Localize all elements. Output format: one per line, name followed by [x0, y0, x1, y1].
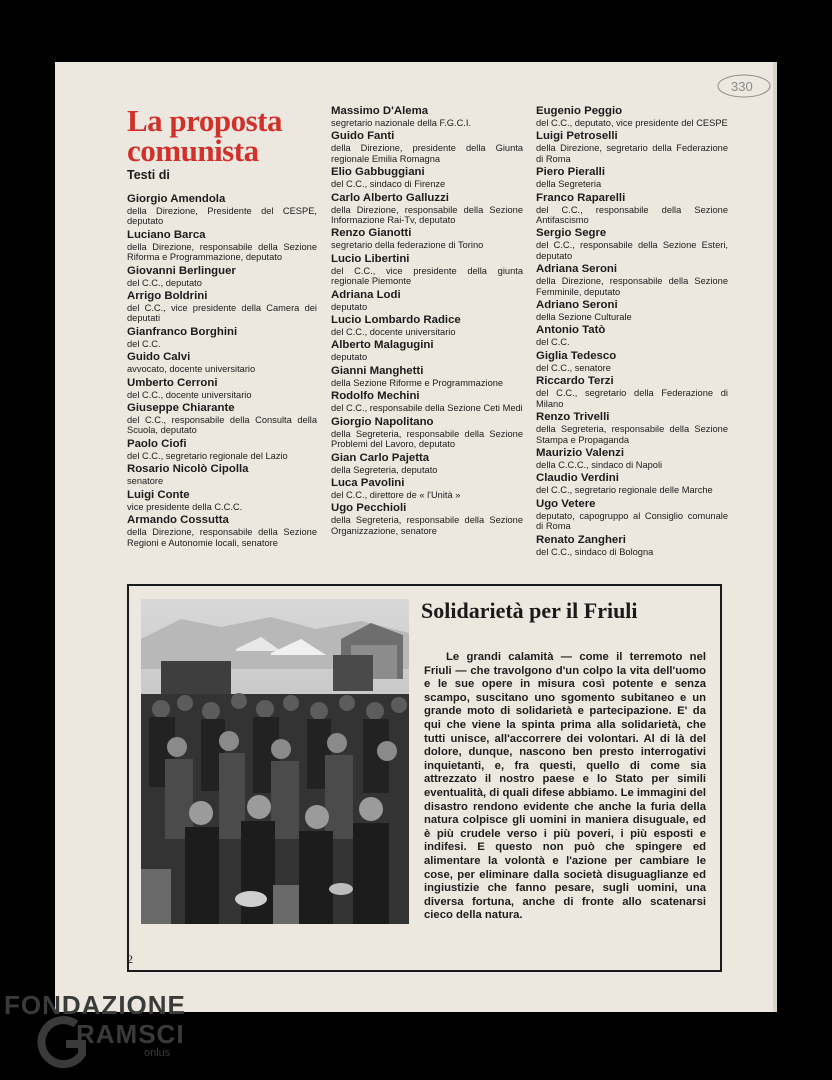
author-role: della Sezione Culturale [536, 312, 632, 323]
author-name: Lucio Lombardo Radice [331, 314, 461, 327]
author-name: Gian Carlo Pajetta [331, 451, 430, 464]
author-entry [331, 192, 523, 226]
author-entry [127, 377, 317, 400]
author-entry [536, 411, 728, 445]
author-name: Adriano Seroni [536, 299, 618, 312]
fondazione-gramsci-logo [4, 986, 224, 1080]
author-role: deputato [331, 301, 368, 312]
author-role: del C.C., docente universitario [127, 389, 252, 400]
author-role: della Direzione, segretario della Federazione di Roma [536, 143, 728, 164]
article-body: Le grandi calamità — come il terremoto nel Friuli — che travolgono d'un colpo la vita dell'uomo e le sue opere in misura così potente e senza scampo, suscitano uno sgomento subitaneo e un grande moto di solidarietà e partecipazione. E' da qui che viene la spinta prima alla solidarietà, che tutti unisce, all'accorrere dei volontari. Al di là del dolore, dunque, nascono ben presto interrogativi inquietanti, e, fra questi, quello di come sia attrezzato il nostro paese e lo Stato per simili eventualità, di quali difese abbiamo. Le immagini del disastro rendono evidente che anche la furia della natura colpisce gli uomini in maniera disuguale, ed è più crudele verso i più poveri, i più esposti e indifesi. E questo non può che spingere ed alimentare la volontà e l'azione per cambiare le cose, per eliminare dalla società disuguaglianze ed ingiustizie che fanno pesare, sugli uomini, una diversa fortuna, anche di fronte allo scatenarsi cieco della natura. [424, 651, 706, 922]
author-role: del C.C., segretario regionale del Lazio [127, 450, 288, 461]
author-entry [331, 130, 523, 164]
author-name: Renato Zangheri [536, 533, 626, 546]
author-entry [127, 351, 317, 374]
author-entry [536, 472, 728, 495]
author-entry [331, 452, 523, 475]
author-role: del C.C., responsabile della Sezione Ceti Medi [331, 403, 523, 414]
title-line-1: La proposta [127, 103, 282, 138]
author-entry [536, 130, 728, 164]
author-role: della Segreteria, responsabile della Sezione Stampa e Propaganda [536, 424, 728, 445]
page-mark-text: 330 [731, 79, 753, 94]
author-name: Antonio Tatò [536, 324, 606, 337]
author-entry [127, 463, 317, 486]
logo-line-2: RAMSCI [76, 1019, 185, 1049]
author-entry [331, 105, 523, 128]
author-entry [536, 324, 728, 347]
author-role: del C.C., responsabile della Sezione Antifascismo [536, 204, 728, 226]
author-entry [331, 390, 523, 413]
author-name: Arrigo Boldrini [127, 290, 208, 303]
author-name: Luigi Conte [127, 488, 190, 501]
author-entry [331, 502, 523, 536]
author-name: Giorgio Napolitano [331, 415, 434, 428]
author-role: del C.C. [127, 338, 161, 349]
author-entry [127, 489, 317, 512]
author-name: Claudio Verdini [536, 472, 619, 485]
subtitle: Testi di [127, 168, 170, 182]
author-name: Ugo Pecchioli [331, 502, 407, 515]
author-name: Giglia Tedesco [536, 349, 617, 362]
author-entry [536, 498, 728, 532]
author-entry [127, 402, 317, 436]
author-role: senatore [127, 476, 164, 487]
author-role: del C.C., responsabile della Sezione Esteri, deputato [536, 240, 728, 261]
author-name: Lucio Libertini [331, 252, 410, 265]
author-role: deputato [331, 352, 368, 363]
author-name: Giorgio Amendola [127, 193, 226, 205]
author-role: della Segreteria [536, 179, 602, 190]
author-role: del C.C., senatore [536, 362, 611, 373]
author-name: Alberto Malagugini [331, 339, 434, 352]
author-role: segretario della federazione di Torino [331, 240, 484, 251]
author-entry [331, 314, 523, 337]
author-name: Giovanni Berlinguer [127, 264, 236, 277]
author-entry [536, 350, 728, 373]
author-entry [536, 166, 728, 189]
author-role: del C.C. [536, 337, 570, 348]
author-name: Renzo Gianotti [331, 227, 412, 240]
author-role: della Segreteria, deputato [331, 464, 438, 475]
title-line-2: comunista [127, 133, 259, 168]
logo-line-1: FONDAZIONE [4, 990, 186, 1020]
author-name: Sergio Segre [536, 227, 607, 240]
author-role: della Direzione, responsabile della Sezione Riforma e Programmazione, deputato [127, 241, 317, 263]
authors-column-2 [331, 105, 523, 538]
author-role: della Segreteria, responsabile della Sezione Problemi del Lavoro, deputato [331, 428, 523, 450]
author-entry [127, 326, 317, 349]
author-entry [536, 375, 728, 409]
author-entry [536, 105, 728, 128]
author-name: Giuseppe Chiarante [127, 402, 235, 415]
author-entry [536, 192, 728, 226]
author-role: della Direzione, responsabile della Sezione Informazione Rai-Tv, deputato [331, 204, 523, 226]
page-edge [773, 62, 777, 1012]
author-role: della Direzione, responsabile della Sezione Femminile, deputato [536, 276, 728, 297]
author-entry [127, 438, 317, 461]
author-name: Luca Pavolini [331, 476, 405, 489]
author-entry [331, 166, 523, 189]
author-entry [331, 477, 523, 500]
author-entry [127, 290, 317, 324]
author-role: avvocato, docente universitario [127, 364, 256, 375]
author-role: della Segreteria, responsabile della Sezione Organizzazione, senatore [331, 515, 523, 536]
author-name: Umberto Cerroni [127, 376, 218, 389]
page-title [127, 103, 282, 168]
author-role: del C.C., responsabile della Consulta della Scuola, deputato [127, 415, 317, 436]
author-role: della Direzione, responsabile della Sezione Regioni e Autonomie locali, senatore [127, 527, 317, 548]
crowd-image [141, 599, 409, 924]
author-role: della Direzione, presidente della Giunta regionale Emilia Romagna [331, 143, 523, 164]
article-title: Solidarietà per il Friuli [421, 598, 638, 623]
authors-column-3 [536, 105, 728, 559]
author-name: Rosario Nicolò Cipolla [127, 463, 249, 476]
author-name: Renzo Trivelli [536, 411, 610, 424]
author-entry [536, 534, 728, 557]
author-role: del C.C., docente universitario [331, 327, 456, 338]
author-role: segretario nazionale della F.G.C.I. [331, 118, 472, 128]
author-name: Riccardo Terzi [536, 375, 614, 388]
author-name: Guido Calvi [127, 351, 191, 364]
author-entry [127, 265, 317, 288]
author-entry [331, 365, 523, 388]
authors-column-1 [127, 193, 317, 550]
author-name: Carlo Alberto Galluzzi [331, 191, 449, 204]
author-entry [127, 229, 317, 263]
author-entry [331, 289, 523, 312]
author-role: del C.C., deputato [127, 277, 202, 288]
author-name: Luigi Petroselli [536, 130, 618, 143]
author-role: del C.C., vice presidente della giunta regionale Piemonte [331, 265, 523, 287]
author-entry [331, 416, 523, 450]
author-entry [331, 253, 523, 287]
author-name: Piero Pieralli [536, 166, 606, 179]
author-name: Adriana Seroni [536, 263, 618, 276]
author-role: vice presidente della C.C.C. [127, 501, 243, 512]
author-role: della Direzione, Presidente del CESPE, deputato [127, 206, 317, 227]
author-name: Franco Raparelli [536, 191, 626, 204]
author-role: del C.C., deputato, vice presidente del CESPE [536, 118, 728, 128]
author-name: Armando Cossutta [127, 514, 229, 527]
author-name: Elio Gabbuggiani [331, 166, 425, 179]
logo-onlus: onlus [144, 1047, 171, 1059]
author-role: del C.C., sindaco di Bologna [536, 546, 654, 557]
author-name: Rodolfo Mechini [331, 390, 420, 403]
author-name: Maurizio Valenzi [536, 446, 624, 459]
author-role: del C.C., sindaco di Firenze [331, 179, 446, 190]
author-name: Adriana Lodi [331, 288, 401, 301]
author-role: della Sezione Riforme e Programmazione [331, 377, 504, 388]
author-role: del C.C., direttore de « l'Unità » [331, 489, 461, 500]
author-name: Eugenio Peggio [536, 105, 623, 117]
author-name: Luciano Barca [127, 228, 206, 241]
author-name: Paolo Ciofi [127, 437, 187, 450]
author-entry [536, 447, 728, 470]
author-entry [536, 263, 728, 297]
author-name: Ugo Vetere [536, 497, 596, 510]
page-number: 2 [127, 952, 133, 966]
author-entry [331, 339, 523, 362]
magazine-page [55, 62, 775, 1012]
author-role: deputato, capogruppo al Consiglio comunale di Roma [536, 510, 728, 532]
author-role: del C.C., vice presidente della Camera dei deputati [127, 303, 317, 324]
earthquake-photo [141, 599, 409, 924]
author-entry [331, 227, 523, 250]
author-name: Gianfranco Borghini [127, 325, 238, 338]
author-name: Guido Fanti [331, 130, 395, 143]
author-name: Massimo D'Alema [331, 105, 429, 117]
handwritten-page-mark [715, 72, 773, 100]
author-role: della C.C.C., sindaco di Napoli [536, 459, 663, 470]
author-role: del C.C., segretario della Federazione di Milano [536, 388, 728, 409]
author-entry [536, 299, 728, 322]
author-entry [127, 514, 317, 548]
author-entry [127, 193, 317, 227]
author-name: Gianni Manghetti [331, 364, 424, 377]
author-role: del C.C., segretario regionale delle Marche [536, 485, 713, 496]
author-entry [536, 227, 728, 261]
